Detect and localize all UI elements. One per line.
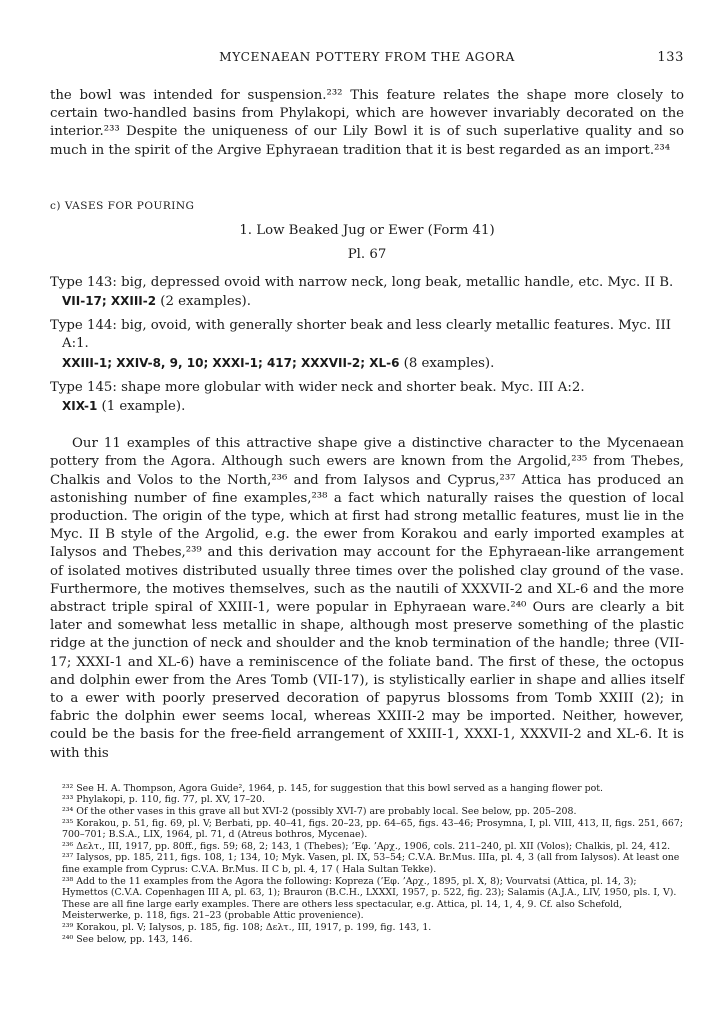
section-heading: c) VASES FOR POURING <box>50 199 195 212</box>
ref-numbers: XXIII-1; XXIV-8, 9, 10; XXXI-1; 417; XXXVII-2; XL-6 <box>62 355 400 370</box>
footnote: ²³⁶ Δελτ., III, 1917, pp. 80ff., figs. 59; 68, 2; 143, 1 (Thebes); ’Εφ. ’Αρχ., 1906, cols. 211–240, pl. XII (Volos); Chalkis, pl. 24, 412. <box>62 840 671 852</box>
footnote: ²³⁹ Korakou, pl. V; Ialysos, p. 185, fig. 108; Δελτ., III, 1917, p. 199, fig. 143, 1. <box>62 922 432 934</box>
type-entry <box>50 274 684 311</box>
footnote: ²³⁵ Korakou, p. 51, fig. 69, pl. V; Berbati, pp. 40–41, figs. 20–23, pp. 64–65, figs. 43–46; Prosymna, I, pl. VIII, 413, II, figs. 251, 667; 700–701; B.S.A., LIX, 1964, pl. 71, d (Atreus bothros, Mycenae). <box>62 817 683 841</box>
type-entry <box>50 317 684 373</box>
type-list <box>50 274 684 416</box>
type-references <box>50 397 684 416</box>
type-description: Type 144: big, ovoid, with generally shorter beak and less clearly metallic features. Myc. III A:1. <box>50 318 671 352</box>
footnote: ²³⁷ Ialysos, pp. 185, 211, figs. 108, 1; 134, 10; Myk. Vasen, pl. IX, 53–54; C.V.A. Br.Mus. IIIa, pl. 4, 3 (all from Ialysos). At least one fine example from Cyprus: C.V.A. Br.Mus. II C b, pl. 4, 17 ( Hala Sultan Tekke). <box>62 852 680 876</box>
ref-numbers: XIX-1 <box>62 399 98 414</box>
ref-numbers: VII-17; XXIII-2 <box>62 294 157 309</box>
main-paragraph: Our 11 examples of this attractive shape give a distinctive character to the Mycenaean pottery from the Agora. Although such ewers are known from the Argolid,²³⁵ from Thebes, Chalkis and Volos to the North,²³⁶ and from Ialysos and Cyprus,²³⁷ Attica has produced an astonishing number of fine examples,²³⁸ a fact which naturally raises the question of local production. The origin of the type, which at first had strong metallic features, must lie in the Myc. II B style of the Argolid, e.g. the ewer from Korakou and early imported examples at Ialysos and Thebes,²³⁹ and this derivation may account for the Ephyraean-like arrangement of isolated motives distributed usually three times over the polished clay ground of the vase. Furthermore, the motives themselves, such as the nautili of XXXVII-2 and XL-6 and the more abstract triple spiral of XXIII-1, were popular in Ephyraean ware.²⁴⁰ Ours are clearly a bit later and somewhat less metallic in shape, although most preserve something of the plastic ridge at the junction of neck and shoulder and the knob termination of the handle; three (VII-17; XXXI-1 and XL-6) have a reminiscence of the foliate band. The first of these, the octopus and dolphin ewer from the Ares Tomb (VII-17), is stylistically earlier in shape and allies itself to a ewer with poorly preserved decoration of papyrus blossoms from Tomb XXIII (2); in fabric the dolphin ewer seems local, whereas XXIII-2 may be imported. Neither, however, could be the basis for the free-field arrangement of XXIII-1, XXXI-1, XXXVII-2 and XL-6. It is with this <box>50 436 684 761</box>
footnote: ²³³ Phylakopi, p. 110, fig. 77, pl. XV, 17–20. <box>62 794 265 806</box>
example-count: (8 examples). <box>403 355 495 371</box>
type-references <box>50 292 684 311</box>
footnotes <box>50 783 684 945</box>
intro-paragraph: the bowl was intended for suspension.²³² This feature relates the shape more closely to certain two-handled basins from Phylakopi, which are however invariably decorated on the interior.²³³ Despite the uniqueness of our Lily Bowl it is of such superlative quality and so much in the spirit of the Argive Ephyraean tradition that it is best regarded as an import.²³⁴ <box>50 88 684 158</box>
footnote: ²³⁸ Add to the 11 examples from the Agora the following: Kopreza (’Εφ. ’Αρχ., 1895, pl. X, 8); Vourvatsi (Attica, pl. 14, 3); Hymettos (C.V.A. Copenhagen III A, pl. 63, 1); Brauron (B.C.H., LXXXI, 1957, p. 522, fig. 23); Salamis (A.J.A., LIV, 1950, pls. I, V). These are all fine large early examples. There are others less spectacular, e.g. Attica, pl. 14, 1, 4, 9. Cf. also Schefold, Meisterwerke, p. 118, figs. 21–23 (probable Attic provenience). <box>62 875 677 922</box>
footnote: ²³⁴ Of the other vases in this grave all but XVI-2 (possibly XVI-7) are probably local. See below, pp. 205–208. <box>62 806 577 818</box>
subsection-title: 1. Low Beaked Jug or Ewer (Form 41) <box>239 222 495 238</box>
footnote: ²⁴⁰ See below, pp. 143, 146. <box>62 933 193 945</box>
running-header <box>50 50 684 72</box>
page <box>50 50 684 945</box>
running-title: MYCENAEAN POTTERY FROM THE AGORA <box>219 50 515 64</box>
example-count: (2 examples). <box>160 294 251 310</box>
type-description: Type 143: big, depressed ovoid with narrow neck, long beak, metallic handle, etc. Myc. II B. <box>50 274 674 290</box>
type-entry <box>50 379 684 416</box>
type-references <box>50 354 684 373</box>
type-description: Type 145: shape more globular with wider neck and shorter beak. Myc. III A:2. <box>50 379 585 395</box>
footnote: ²³² See H. A. Thompson, Agora Guide², 1964, p. 145, for suggestion that this bowl served as a hanging flower pot. <box>62 782 604 794</box>
page-number: 133 <box>657 50 684 65</box>
example-count: (1 example). <box>101 399 186 415</box>
plate-reference: Pl. 67 <box>347 247 387 263</box>
